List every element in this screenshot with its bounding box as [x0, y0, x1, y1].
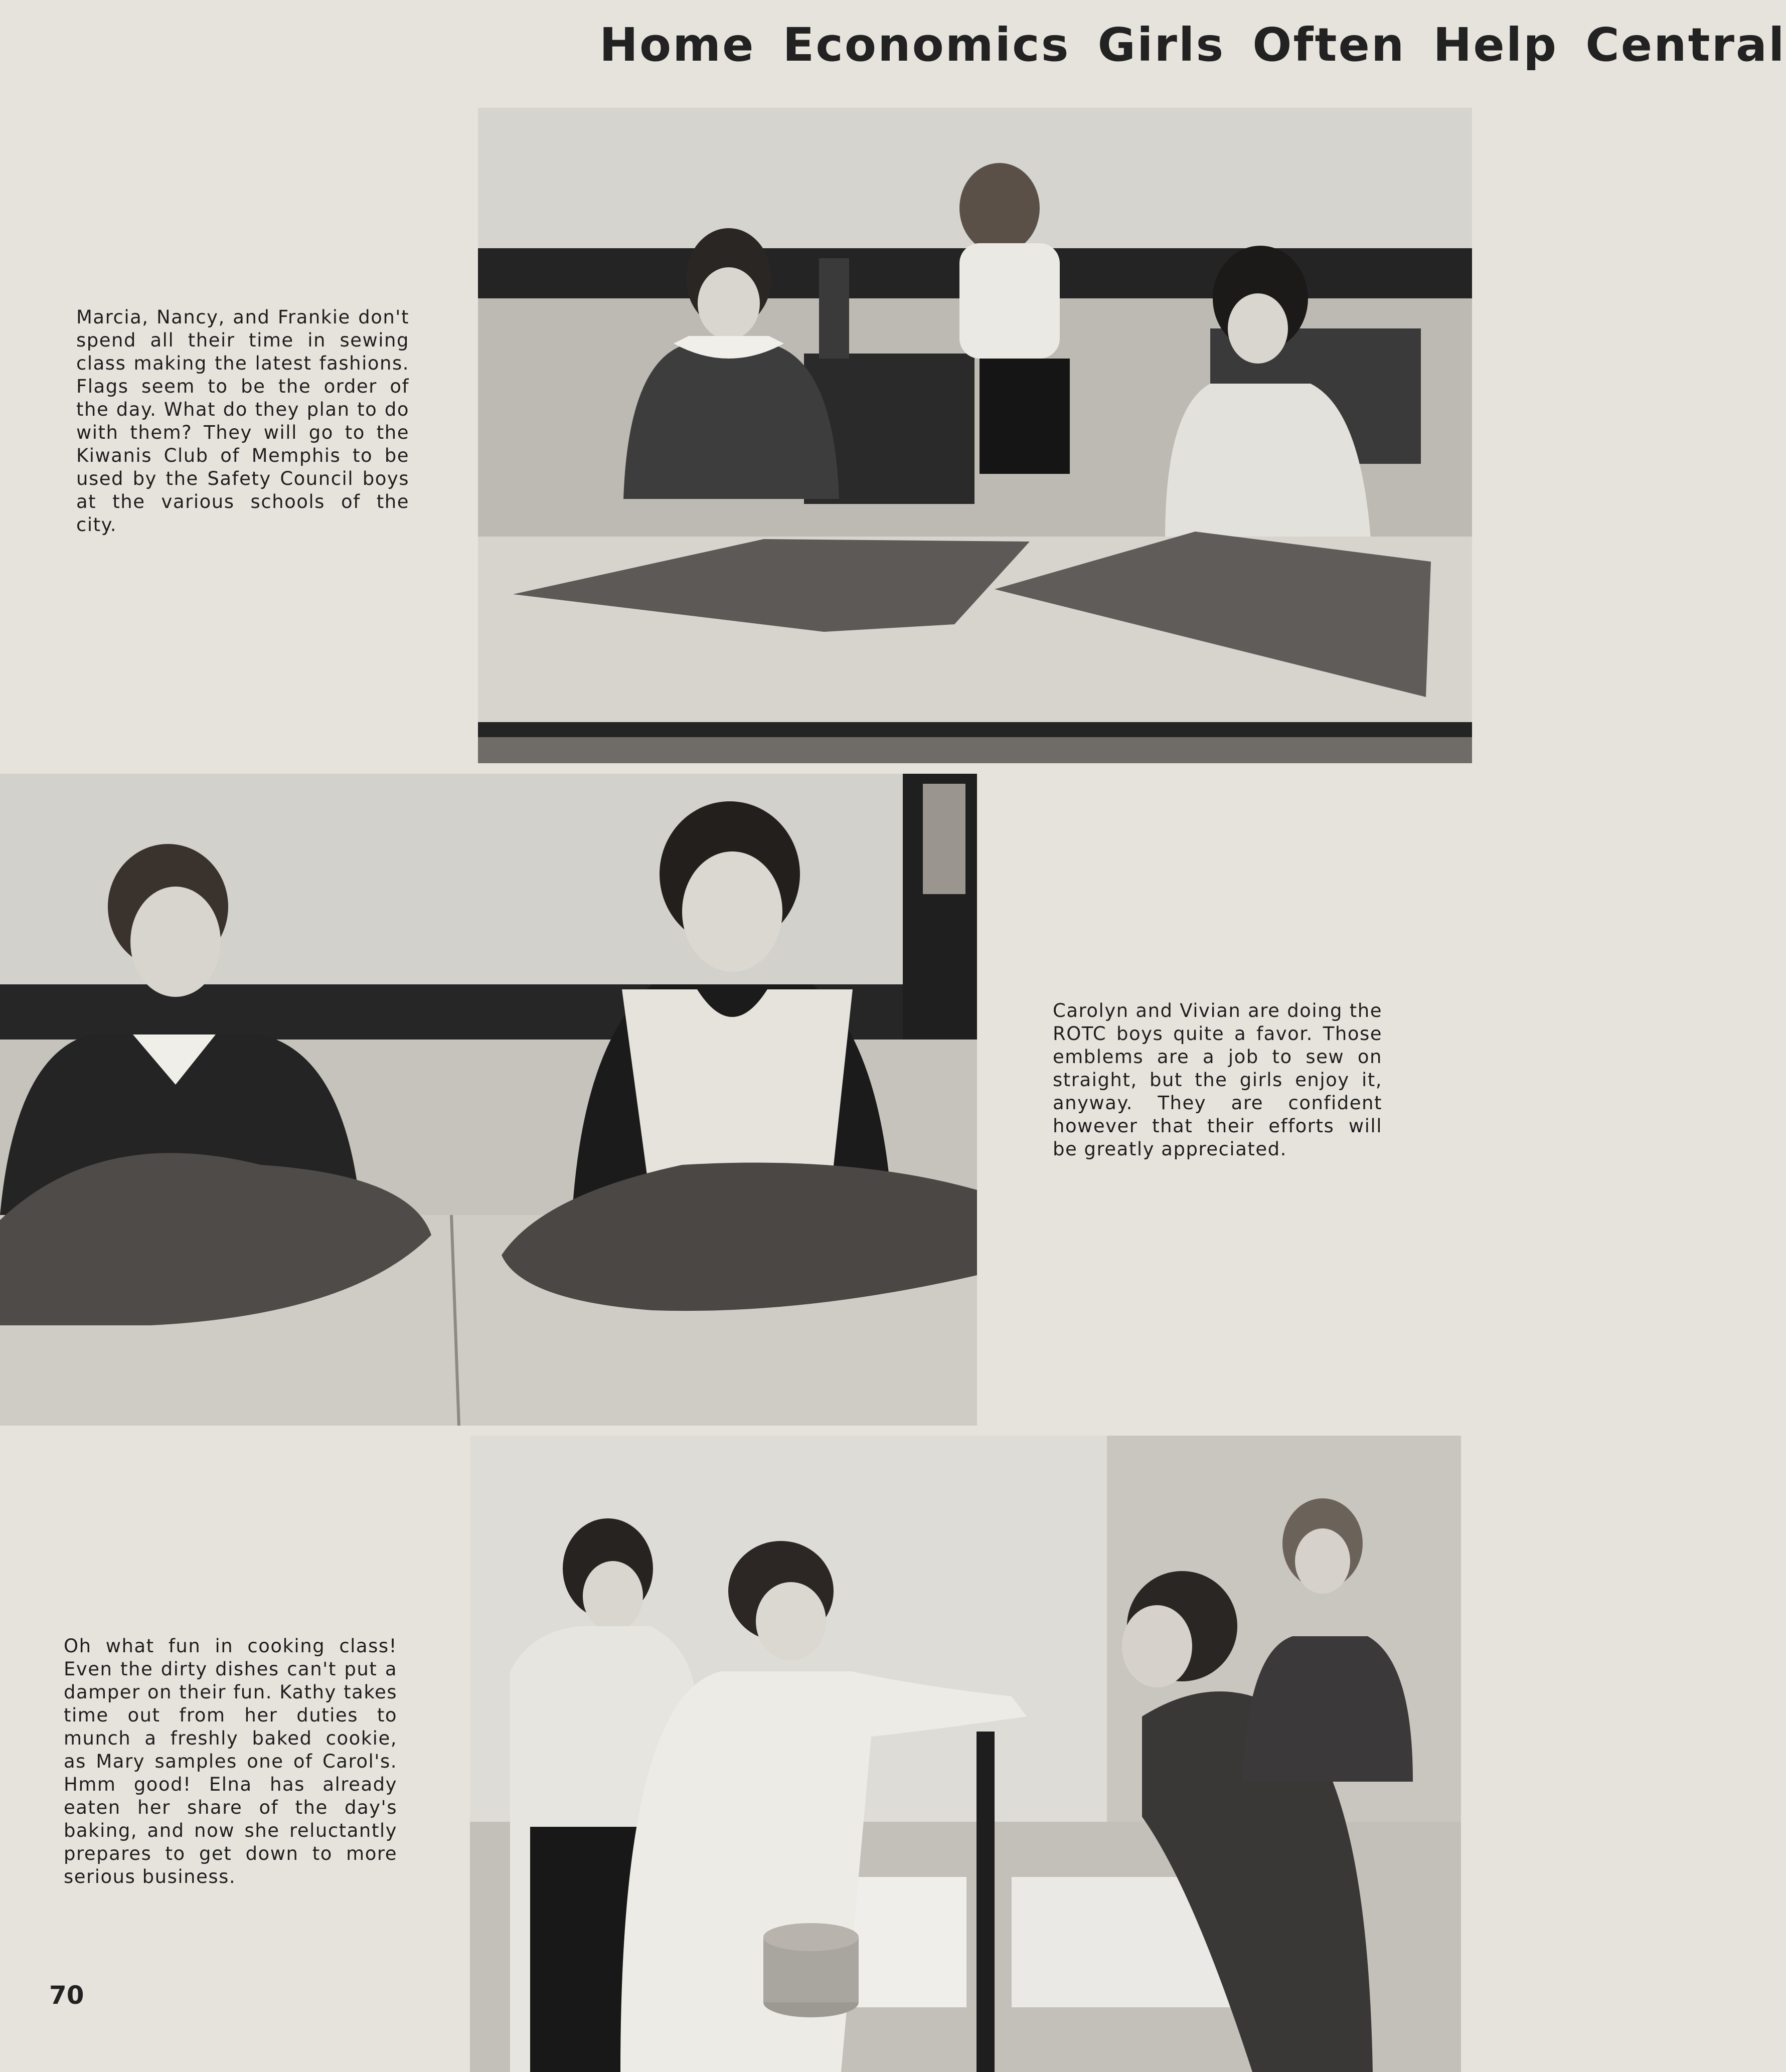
page-number: 70 [49, 1981, 84, 2010]
caption-sewing-flags: Marcia, Nancy, and Frankie don't spend all their time in sewing class making the latest fashions. Flags seem to be the order of the day. What do they plan to do with them? They will go to the Kiwanis Club of Memphis to be used by the Safety Council boys at the various schools of the city. [76, 306, 409, 536]
caption-cooking-class: Oh what fun in cooking class! Even the dirty dishes can't put a damper on their fun. Kathy takes time out from her duties to munch a freshly baked cookie, as Mary samples one of Carol's. Hmm good! Elna has already eaten her share of the day's baking, and now she reluctantly prepares to get down to more serious business. [64, 1635, 397, 1887]
photo-sewing-flags [478, 108, 1472, 763]
photo-cooking-class [470, 1436, 1461, 2072]
page-heading: Home Economics Girls Often Help Central [599, 18, 1786, 72]
caption-rotc-emblems: Carolyn and Vivian are doing the ROTC boys quite a favor. Those emblems are a job to sew on straight, but the girls enjoy it, anyway. They are confident however that their efforts will be greatly appreciated. [1053, 1000, 1382, 1160]
photo-rotc-emblems [0, 774, 977, 1426]
